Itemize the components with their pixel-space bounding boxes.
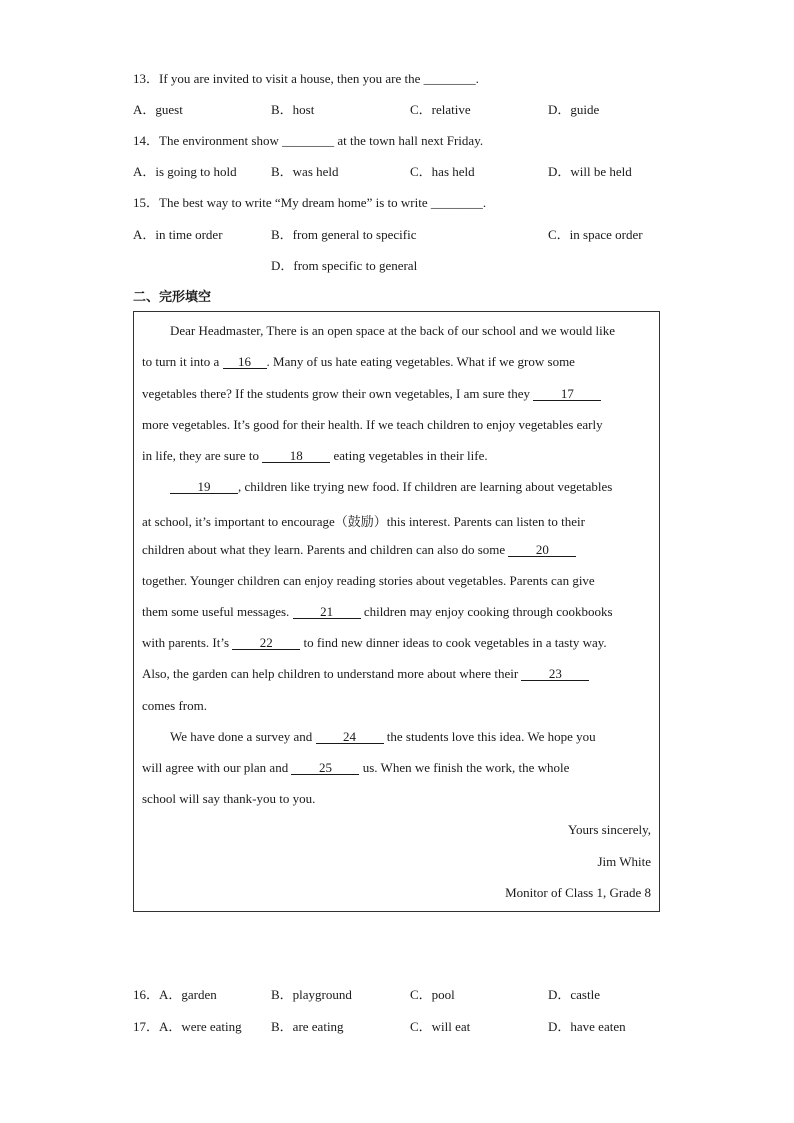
passage-line-5 (142, 448, 488, 464)
passage-line-2 (142, 354, 575, 370)
passage-line-14 (170, 729, 596, 745)
passage-text: comes from. (142, 698, 207, 713)
passage-line-4 (142, 417, 603, 433)
question-15-option-a[interactable]: A．in time order (133, 227, 223, 242)
passage-line-12 (142, 666, 589, 682)
passage-line-16 (142, 791, 315, 807)
passage-text: children may enjoy cooking through cookbooks (360, 604, 613, 619)
blank-18[interactable]: 18 (262, 449, 330, 463)
question-16-option-d[interactable]: D．castle (548, 987, 600, 1002)
passage-text: us. When we finish the work, the whole (359, 760, 570, 775)
blank-21[interactable]: 21 (293, 605, 361, 619)
passage-text: school will say thank-you to you. (142, 791, 316, 806)
passage-line-9 (142, 573, 595, 589)
question-14-stem: 14．The environment show ________ at the town hall next Friday. (133, 133, 484, 148)
question-13-option-a[interactable]: A．guest (133, 102, 183, 117)
passage-text: to turn it into a (142, 354, 223, 369)
question-13-option-d[interactable]: D．guide (548, 102, 600, 117)
passage-text: at school, it’s important to encourage（鼓励）this interest. Parents can listen to their (142, 514, 585, 529)
question-14-option-a[interactable]: A．is going to hold (133, 164, 237, 179)
passage-text: them some useful messages. (142, 604, 293, 619)
blank-24[interactable]: 24 (316, 730, 384, 744)
passage-text: We have done a survey and (170, 729, 316, 744)
passage-line-10 (142, 604, 613, 620)
passage-line-13 (142, 698, 207, 714)
passage-text: with parents. It’s (142, 635, 233, 650)
passage-text: eating vegetables in their life. (330, 448, 488, 463)
signature: Jim White (597, 854, 651, 869)
blank-16[interactable]: 16 (223, 355, 267, 369)
question-13-option-c[interactable]: C．relative (410, 102, 471, 117)
section-heading: 二、完形填空 (133, 290, 212, 305)
passage-text: more vegetables. It’s good for their health. If we teach children to enjoy vegetables early (142, 417, 603, 432)
passage-text: the students love this idea. We hope you (383, 729, 596, 744)
passage-text: vegetables there? If the students grow their own vegetables, I am sure they (142, 386, 534, 401)
question-16-option-a[interactable]: 16．A．garden (133, 987, 217, 1002)
passage-line-11 (142, 635, 607, 651)
blank-17[interactable]: 17 (533, 387, 601, 401)
passage-line-15 (142, 760, 569, 776)
question-15-option-c[interactable]: C．in space order (548, 227, 643, 242)
question-17-option-b[interactable]: B．are eating (271, 1019, 344, 1034)
question-13-option-b[interactable]: B．host (271, 102, 315, 117)
question-16-option-b[interactable]: B．playground (271, 987, 352, 1002)
passage-text: together. Younger children can enjoy reading stories about vegetables. Parents can give (142, 573, 595, 588)
blank-19[interactable]: 19 (170, 480, 238, 494)
question-13-stem: 13．If you are invited to visit a house, then you are the ________. (133, 71, 479, 86)
passage-text: to find new dinner ideas to cook vegetables in a tasty way. (300, 635, 607, 650)
passage-text: children about what they learn. Parents and children can also do some (142, 542, 509, 557)
passage-text: . Many of us hate eating vegetables. What if we grow some (266, 354, 575, 369)
passage-line-3 (142, 386, 601, 402)
passage-text: in life, they are sure to (142, 448, 263, 463)
passage-text: , children like trying new food. If children are learning about vegetables (238, 479, 613, 494)
signature-title: Monitor of Class 1, Grade 8 (505, 885, 651, 900)
passage-line-6 (170, 479, 612, 495)
question-17-option-a[interactable]: 17．A．were eating (133, 1019, 242, 1034)
passage-line-8 (142, 542, 576, 558)
question-15-option-d[interactable]: D．from specific to general (271, 258, 418, 273)
blank-23[interactable]: 23 (521, 667, 589, 681)
question-17-option-d[interactable]: D．have eaten (548, 1019, 626, 1034)
blank-20[interactable]: 20 (508, 543, 576, 557)
passage-box (133, 311, 660, 912)
question-14-option-b[interactable]: B．was held (271, 164, 339, 179)
passage-line-1 (170, 323, 615, 339)
passage-text: will agree with our plan and (142, 760, 292, 775)
blank-25[interactable]: 25 (291, 761, 359, 775)
question-14-option-c[interactable]: C．has held (410, 164, 475, 179)
question-15-option-b[interactable]: B．from general to specific (271, 227, 417, 242)
question-17-option-c[interactable]: C．will eat (410, 1019, 471, 1034)
passage-text: Also, the garden can help children to understand more about where their (142, 666, 522, 681)
blank-22[interactable]: 22 (232, 636, 300, 650)
question-16-option-c[interactable]: C．pool (410, 987, 455, 1002)
closing: Yours sincerely, (567, 822, 651, 837)
passage-text: Dear Headmaster, There is an open space at the back of our school and we would like (170, 323, 616, 338)
passage-line-7 (142, 511, 585, 530)
question-15-stem: 15．The best way to write “My dream home” is to write ________. (133, 195, 487, 210)
question-14-option-d[interactable]: D．will be held (548, 164, 632, 179)
